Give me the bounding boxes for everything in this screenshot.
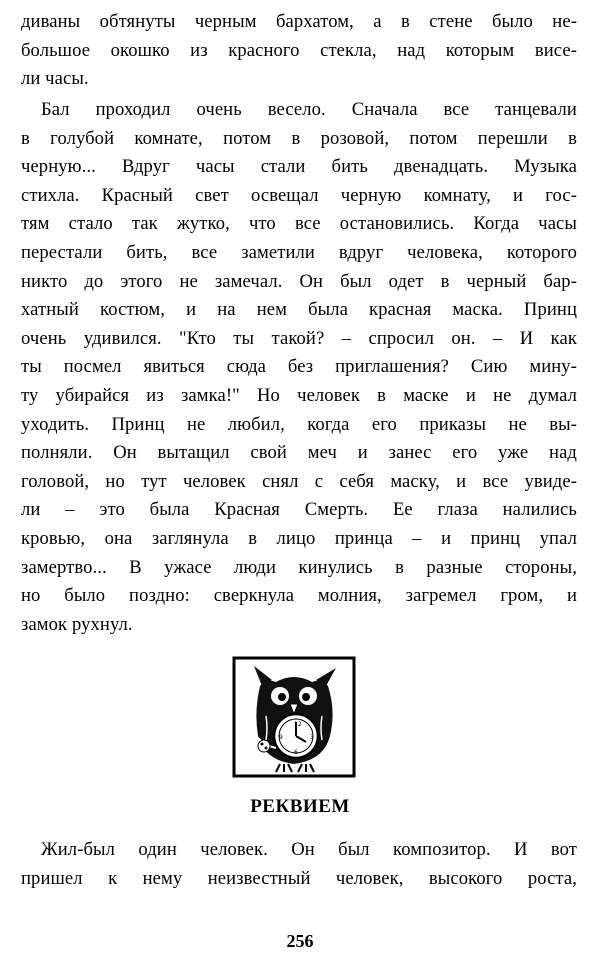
paragraph-line: пришел к нему неизвестный человек, высокого роста, xyxy=(21,867,577,889)
section-title: РЕКВИЕМ xyxy=(250,796,350,817)
svg-text:3: 3 xyxy=(310,734,314,741)
paragraph-line: в голубой комнате, потом в розовой, потом перешли в xyxy=(21,127,577,149)
paragraph-line: большое окошко из красного стекла, над которым висе- xyxy=(21,39,577,61)
paragraph-line: черную... Вдруг часы стали бить двенадцать. Музыка xyxy=(21,156,577,178)
owl-with-clock-icon xyxy=(232,656,356,778)
paragraph-line: уходить. Принц не любил, когда его приказы не вы- xyxy=(21,413,577,435)
paragraph-line: перестали бить, все заметили вдруг человека, которого xyxy=(21,241,577,263)
paragraph-line: ты посмел явиться сюда без приглашения? Сию мину- xyxy=(21,356,577,378)
paragraph-line: головой, но тут человек снял с себя маску, и все увиде- xyxy=(21,470,577,492)
paragraph-2 xyxy=(21,96,577,639)
paragraph-line: хатный костюм, и на нем была красная маска. Принц xyxy=(21,299,577,321)
paragraph-line: замертво... В ужасе люди кинулись в разные стороны, xyxy=(21,556,577,578)
paragraph-line: ли часы. xyxy=(21,68,89,90)
paragraph-line: Жил-был один человек. Он был композитор. И вот xyxy=(41,839,577,860)
paragraph-line: замок рухнул. xyxy=(21,613,133,635)
paragraph-line: ту убирайся из замка!" Но человек в маске и не думал xyxy=(21,384,577,406)
paragraph-1 xyxy=(21,8,577,94)
paragraph-line: ли – это была Красная Смерть. Ее глаза налились xyxy=(21,499,577,521)
svg-text:12: 12 xyxy=(294,721,302,728)
paragraph-line: стихла. Красный свет освещал черную комнату, и гос- xyxy=(21,184,577,206)
paragraph-line: тям стало так жутко, что все остановились. Когда часы xyxy=(21,213,577,235)
page-number: 256 xyxy=(286,931,314,951)
paragraph-line: кровью, она заглянула в лицо принца – и принц упал xyxy=(21,527,577,549)
svg-text:9: 9 xyxy=(279,734,283,741)
paragraph-3 xyxy=(21,836,577,893)
paragraph-line: Бал проходил очень весело. Сначала все танцевали xyxy=(41,99,577,120)
paragraph-line: очень удивился. "Кто ты такой? – спросил он. – И как xyxy=(21,327,577,349)
paragraph-line: никто до этого не замечал. Он был одет в черный бар- xyxy=(21,270,577,292)
paragraph-line: полняли. Он вытащил свой меч и занес его уже над xyxy=(21,442,577,464)
svg-text:6: 6 xyxy=(294,749,298,756)
paragraph-line: диваны обтянуты черным бархатом, а в стене было не- xyxy=(21,11,577,32)
paragraph-line: но было поздно: сверкнула молния, загремел гром, и xyxy=(21,585,577,607)
